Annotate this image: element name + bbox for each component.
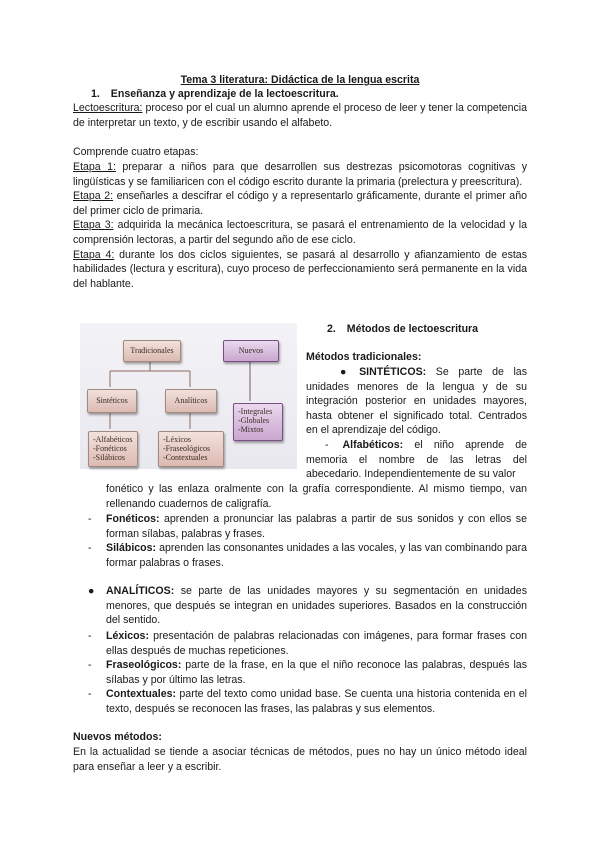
diagram-box-tradicionales: Tradicionales — [123, 340, 181, 362]
traditional-methods-heading: Métodos tradicionales: — [306, 351, 422, 363]
diagram-item: -Mixtos — [238, 425, 264, 434]
lexicos-item — [88, 629, 527, 658]
foneticos-item — [88, 512, 527, 541]
alfabeticos-text-a: el niño aprende de memoria el nombre de las letras del abecedario. Independientemente de su valor — [306, 439, 527, 481]
definition-term: Lectoescritura: — [73, 102, 143, 114]
stage-2-label: Etapa 2: — [73, 190, 114, 203]
new-methods-heading: Nuevos métodos: — [73, 731, 162, 743]
diagram-item: -Integrales — [238, 407, 273, 416]
silabicos-item — [88, 541, 527, 570]
stage-1 — [73, 160, 527, 189]
stage-4 — [73, 248, 527, 292]
contextuales-text: parte del texto como unidad base. Se cuenta una historia contenida en el texto, después se reconocen las frases, las palabras y sus elementos. — [106, 688, 527, 715]
dash-icon: - — [88, 542, 92, 554]
diagram-item: -Silábicos — [93, 453, 125, 462]
stage-3-label: Etapa 3: — [73, 219, 114, 232]
diagram-item: -Léxicos — [163, 435, 191, 444]
document-title: Tema 3 literatura: Didáctica de la lengua escrita — [180, 74, 420, 86]
diagram-box-sinteticos: Sintéticos — [87, 389, 137, 413]
diagram-item: -Fraseológicos — [163, 444, 211, 453]
diagram-item: -Contextuales — [163, 453, 208, 462]
diagram-box-nuevos: Nuevos — [223, 340, 279, 362]
contextuales-label: Contextuales: — [106, 688, 177, 700]
silabicos-text: aprenden las consonantes unidades a las vocales, y las van combinando para formar palabras o frases. — [106, 542, 527, 569]
section-1-title: Enseñanza y aprendizaje de la lectoescritura. — [110, 88, 339, 100]
dash-icon: - — [88, 513, 92, 525]
diagram-box-analiticos: Analíticos — [165, 389, 217, 413]
foneticos-text: aprenden a pronunciar las palabras a partir de sus sonidos y con ellos se forman sílabas, palabras y frases. — [106, 513, 527, 540]
silabicos-label: Silábicos: — [106, 542, 157, 554]
stage-2 — [73, 189, 527, 218]
stage-3-text: adquirida la mecánica lectoescritura, se pasará el entrenamiento de la velocidad y la comprensión lectoras, a partir del segundo año de ese ciclo. — [73, 219, 527, 246]
stage-2-text: enseñarles a descifrar el código y a representarlo gráficamente, durante el primer año del primer ciclo de primaria. — [73, 190, 527, 217]
stage-1-label: Etapa 1: — [73, 161, 116, 173]
section-1-heading — [91, 87, 339, 102]
sinteticos-label: SINTÉTICOS: — [359, 366, 427, 378]
foneticos-label: Fonéticos: — [106, 513, 160, 525]
alfabeticos-label: Alfabéticos: — [342, 439, 404, 451]
sinteticos-text: Se parte de las unidades menores de la lengua y de su integración posterior en unidades mayores, hasta obtener el significado total. Centrados en el aprendizaje del código. — [306, 366, 527, 437]
diagram-item: -Fonéticos — [93, 444, 127, 453]
section-2-heading — [327, 322, 478, 337]
lexicos-label: Léxicos: — [106, 630, 149, 642]
analiticos-text: se parte de las unidades mayores y su segmentación en unidades menores, que después se integran en unidades superiores. Basados en la construcción del sentido. — [106, 585, 527, 627]
analiticos-paragraph — [88, 584, 527, 628]
contextuales-item — [88, 687, 527, 716]
bullet-icon: ● — [88, 585, 95, 597]
fraseologicos-text: parte de la frase, en la que el niño reconoce las palabras, después las sílabas y por último las letras. — [106, 659, 527, 686]
dash-icon: - — [88, 630, 92, 642]
dash-icon: - — [88, 688, 92, 700]
diagram-box-sint-list — [88, 431, 138, 467]
lexicos-text: presentación de palabras relacionadas con imágenes, para formar frases con ellas después de muchas repeticiones. — [106, 630, 527, 657]
stages-intro: Comprende cuatro etapas: — [73, 146, 199, 158]
section-1-number: 1. — [91, 88, 100, 100]
diagram-item: -Globales — [238, 416, 270, 425]
dash-icon: - — [325, 439, 329, 451]
alfabeticos-paragraph-top — [306, 438, 527, 482]
definition-text: proceso por el cual un alumno aprende el proceso de leer y tener la competencia de interpretar un texto, y de escribir usando el alfabeto. — [73, 102, 527, 129]
stage-4-text: durante los dos ciclos siguientes, se pasará al desarrollo y afianzamiento de estas habilidades (lectura y escritura), cuyo proceso de perfeccionamiento será permanente en la vida del hablante. — [73, 248, 527, 290]
diagram-box-nuevos-list — [233, 403, 283, 441]
stage-1-text: preparar a niños para que desarrollen sus destrezas psicomotoras cognitivas y lingüísticas y se familiaricen con el código escrito durante la primaria (prelectura y preescritura). — [73, 161, 527, 188]
stage-3 — [73, 218, 527, 247]
fraseologicos-label: Fraseológicos: — [106, 659, 182, 671]
lectoescritura-definition — [73, 101, 527, 130]
fraseologicos-item — [88, 658, 527, 687]
stage-4-label: Etapa 4: — [73, 248, 115, 261]
alfabeticos-paragraph-bottom: fonético y las enlaza oralmente con la grafía correspondiente. Al mismo tiempo, van rellenando cuadernos de caligrafía. — [106, 483, 527, 510]
stages-list — [73, 160, 527, 291]
diagram-item: -Alfabéticos — [93, 435, 133, 444]
methods-diagram — [80, 323, 297, 469]
bullet-icon: ● — [340, 366, 354, 378]
new-methods-text: En la actualidad se tiende a asociar técnicas de métodos, pues no hay un único método ideal para enseñar a leer y a escribir. — [73, 746, 527, 773]
diagram-box-anal-list — [158, 431, 224, 467]
analiticos-label: ANALÍTICOS: — [106, 585, 175, 597]
section-2-number: 2. — [327, 323, 336, 335]
section-2-title: Métodos de lectoescritura — [346, 323, 479, 335]
dash-icon: - — [88, 659, 92, 671]
sinteticos-paragraph — [306, 365, 527, 438]
